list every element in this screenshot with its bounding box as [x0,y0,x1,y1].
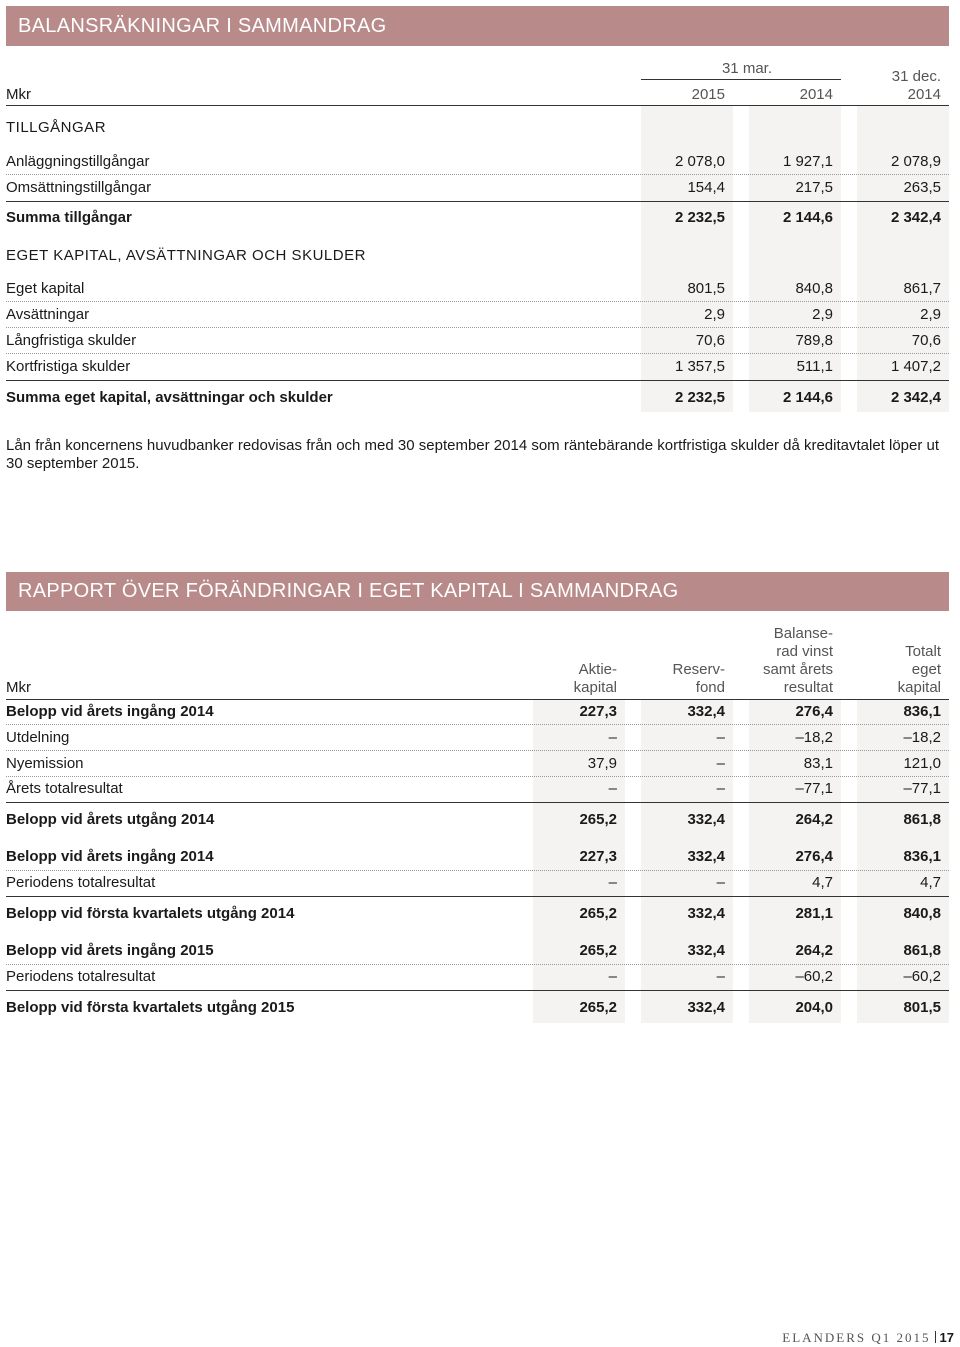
header-2014: 2014 [799,86,833,103]
header-mkr: Mkr [6,86,31,103]
header-31-mar: 31 mar. [721,60,772,77]
value-aktiekapital: – [608,729,617,746]
header-mkr: Mkr [6,679,31,696]
changes-row [6,937,949,965]
value-aktiekapital: 265,2 [579,811,617,828]
value-2014: 217,5 [795,179,833,196]
row-label: Belopp vid årets utgång 2014 [6,811,215,828]
changes-row [6,700,949,725]
changes-row [6,725,949,751]
row-label: Långfristiga skulder [6,332,137,349]
header-2015: 2015 [691,86,725,103]
header-aktiekapital [533,661,617,697]
value-reservfond: – [716,968,725,985]
value-balanserad: 276,4 [795,703,833,720]
value-aktiekapital: 37,9 [587,755,617,772]
changes-row [6,965,949,991]
value-aktiekapital: 265,2 [579,942,617,959]
balance-footnote: Lån från koncernens huvudbanker redovisas från och med 30 september 2014 som räntebärande kortfristiga skulder då kreditavtalet löper ut 30 september 2015. [6,437,940,472]
equity-row [6,354,949,381]
value-balanserad: –18,2 [795,729,833,746]
changes-row [6,843,949,871]
value-totalt: 4,7 [920,874,941,891]
value-aktiekapital: 265,2 [579,999,617,1016]
value-reservfond: 332,4 [687,905,725,922]
value-reservfond: – [716,780,725,797]
value-balanserad: 4,7 [812,874,833,891]
value-aktiekapital: 265,2 [579,905,617,922]
value-totalt: –77,1 [903,780,941,797]
value-2015: 2 232,5 [674,389,725,406]
value-2015: 801,5 [687,280,725,297]
row-label: Kortfristiga skulder [6,358,131,375]
header-reservfond [641,661,725,697]
assets-heading: TILLGÅNGAR [6,119,107,136]
equity-total-row [6,381,949,408]
changes-row [6,991,949,1018]
value-balanserad: 276,4 [795,848,833,865]
value-dec-2014: 2 342,4 [890,209,941,226]
changes-row [6,777,949,803]
value-balanserad: 264,2 [795,942,833,959]
value-2014: 511,1 [796,358,833,375]
value-2014: 789,8 [795,332,833,349]
row-label: Årets totalresultat [6,780,123,797]
changes-row [6,803,949,830]
value-reservfond: 332,4 [687,999,725,1016]
header-line: Balanse- [773,625,833,642]
row-label: Belopp vid årets ingång 2014 [6,848,214,865]
value-2014: 840,8 [795,280,833,297]
footer-divider [935,1331,936,1343]
value-balanserad: 264,2 [795,811,833,828]
equity-row [6,302,949,328]
row-label: Periodens totalresultat [6,968,156,985]
value-totalt: 801,5 [903,999,941,1016]
value-reservfond: 332,4 [687,942,725,959]
value-reservfond: 332,4 [687,848,725,865]
value-totalt: 836,1 [903,848,941,865]
changes-row [6,897,949,924]
row-label: Eget kapital [6,280,85,297]
header-line: Totalt [905,643,941,660]
row-label: Belopp vid årets ingång 2014 [6,703,214,720]
row-label: Belopp vid första kvartalets utgång 2015 [6,999,295,1016]
row-label: Avsättningar [6,306,90,323]
value-totalt: 121,0 [903,755,941,772]
changes-row [6,751,949,777]
value-balanserad: 83,1 [803,755,833,772]
header-line: fond [695,679,725,696]
page-footer [782,1330,954,1346]
value-aktiekapital: 227,3 [579,848,617,865]
value-balanserad: –60,2 [795,968,833,985]
header-line: resultat [783,679,833,696]
changes-row [6,871,949,897]
value-2015: 2,9 [704,306,725,323]
value-dec-2014: 2,9 [920,306,941,323]
value-dec-2014: 2 342,4 [890,389,941,406]
value-2015: 70,6 [695,332,725,349]
value-2015: 1 357,5 [674,358,725,375]
row-label: Omsättningstillgångar [6,179,152,196]
value-aktiekapital: 227,3 [579,703,617,720]
value-balanserad: –77,1 [795,780,833,797]
header-line: kapital [573,679,617,696]
value-reservfond: 332,4 [687,811,725,828]
row-label: Utdelning [6,729,70,746]
header-dec-2014: 2014 [907,86,941,103]
header-line: Aktie- [578,661,617,678]
row-label: Nyemission [6,755,84,772]
header-line: samt årets [762,661,833,678]
value-dec-2014: 70,6 [911,332,941,349]
value-totalt: 861,8 [903,942,941,959]
header-balanserad-vinst [731,625,833,697]
value-2014: 2 144,6 [782,389,833,406]
value-dec-2014: 2 078,9 [890,153,941,170]
value-totalt: –18,2 [903,729,941,746]
assets-row [6,151,949,175]
row-label: Belopp vid första kvartalets utgång 2014 [6,905,295,922]
footer-brand: ELANDERS Q1 2015 [782,1330,931,1345]
header-line: eget [911,661,941,678]
equity-row [6,278,949,302]
value-balanserad: 281,1 [795,905,833,922]
row-label: Summa tillgångar [6,209,132,226]
value-reservfond: – [716,755,725,772]
value-reservfond: – [716,874,725,891]
header-totalt-eget-kapital [857,643,941,697]
value-dec-2014: 861,7 [903,280,941,297]
value-balanserad: 204,0 [795,999,833,1016]
value-totalt: 840,8 [903,905,941,922]
header-31-dec: 31 dec. [891,68,941,85]
value-totalt: –60,2 [903,968,941,985]
value-dec-2014: 1 407,2 [890,358,941,375]
equity-row [6,328,949,354]
assets-row [6,175,949,202]
header-line: Reserv- [672,661,725,678]
value-2014: 2 144,6 [782,209,833,226]
changes-section-title: RAPPORT ÖVER FÖRÄNDRINGAR I EGET KAPITAL I SAMMANDRAG [6,572,949,611]
balance-header-row [6,84,949,106]
value-2015: 2 078,0 [674,153,725,170]
row-label: Anläggningstillgångar [6,153,150,170]
value-2014: 2,9 [812,306,833,323]
value-totalt: 861,8 [903,811,941,828]
value-reservfond: 332,4 [687,703,725,720]
page-number: 17 [939,1330,954,1345]
header-group-rule [641,79,841,80]
value-aktiekapital: – [608,780,617,797]
value-aktiekapital: – [608,968,617,985]
value-2015: 2 232,5 [674,209,725,226]
row-label: Belopp vid årets ingång 2015 [6,942,214,959]
value-dec-2014: 263,5 [903,179,941,196]
balance-section-title: BALANSRÄKNINGAR I SAMMANDRAG [6,6,949,46]
header-line: rad vinst [776,643,833,660]
value-reservfond: – [716,729,725,746]
value-2014: 1 927,1 [782,153,833,170]
value-aktiekapital: – [608,874,617,891]
equity-heading: EGET KAPITAL, AVSÄTTNINGAR OCH SKULDER [6,247,366,264]
header-line: kapital [897,679,941,696]
assets-total-row [6,202,949,229]
value-totalt: 836,1 [903,703,941,720]
row-label: Summa eget kapital, avsättningar och skulder [6,389,333,406]
row-label: Periodens totalresultat [6,874,156,891]
value-2015: 154,4 [687,179,725,196]
